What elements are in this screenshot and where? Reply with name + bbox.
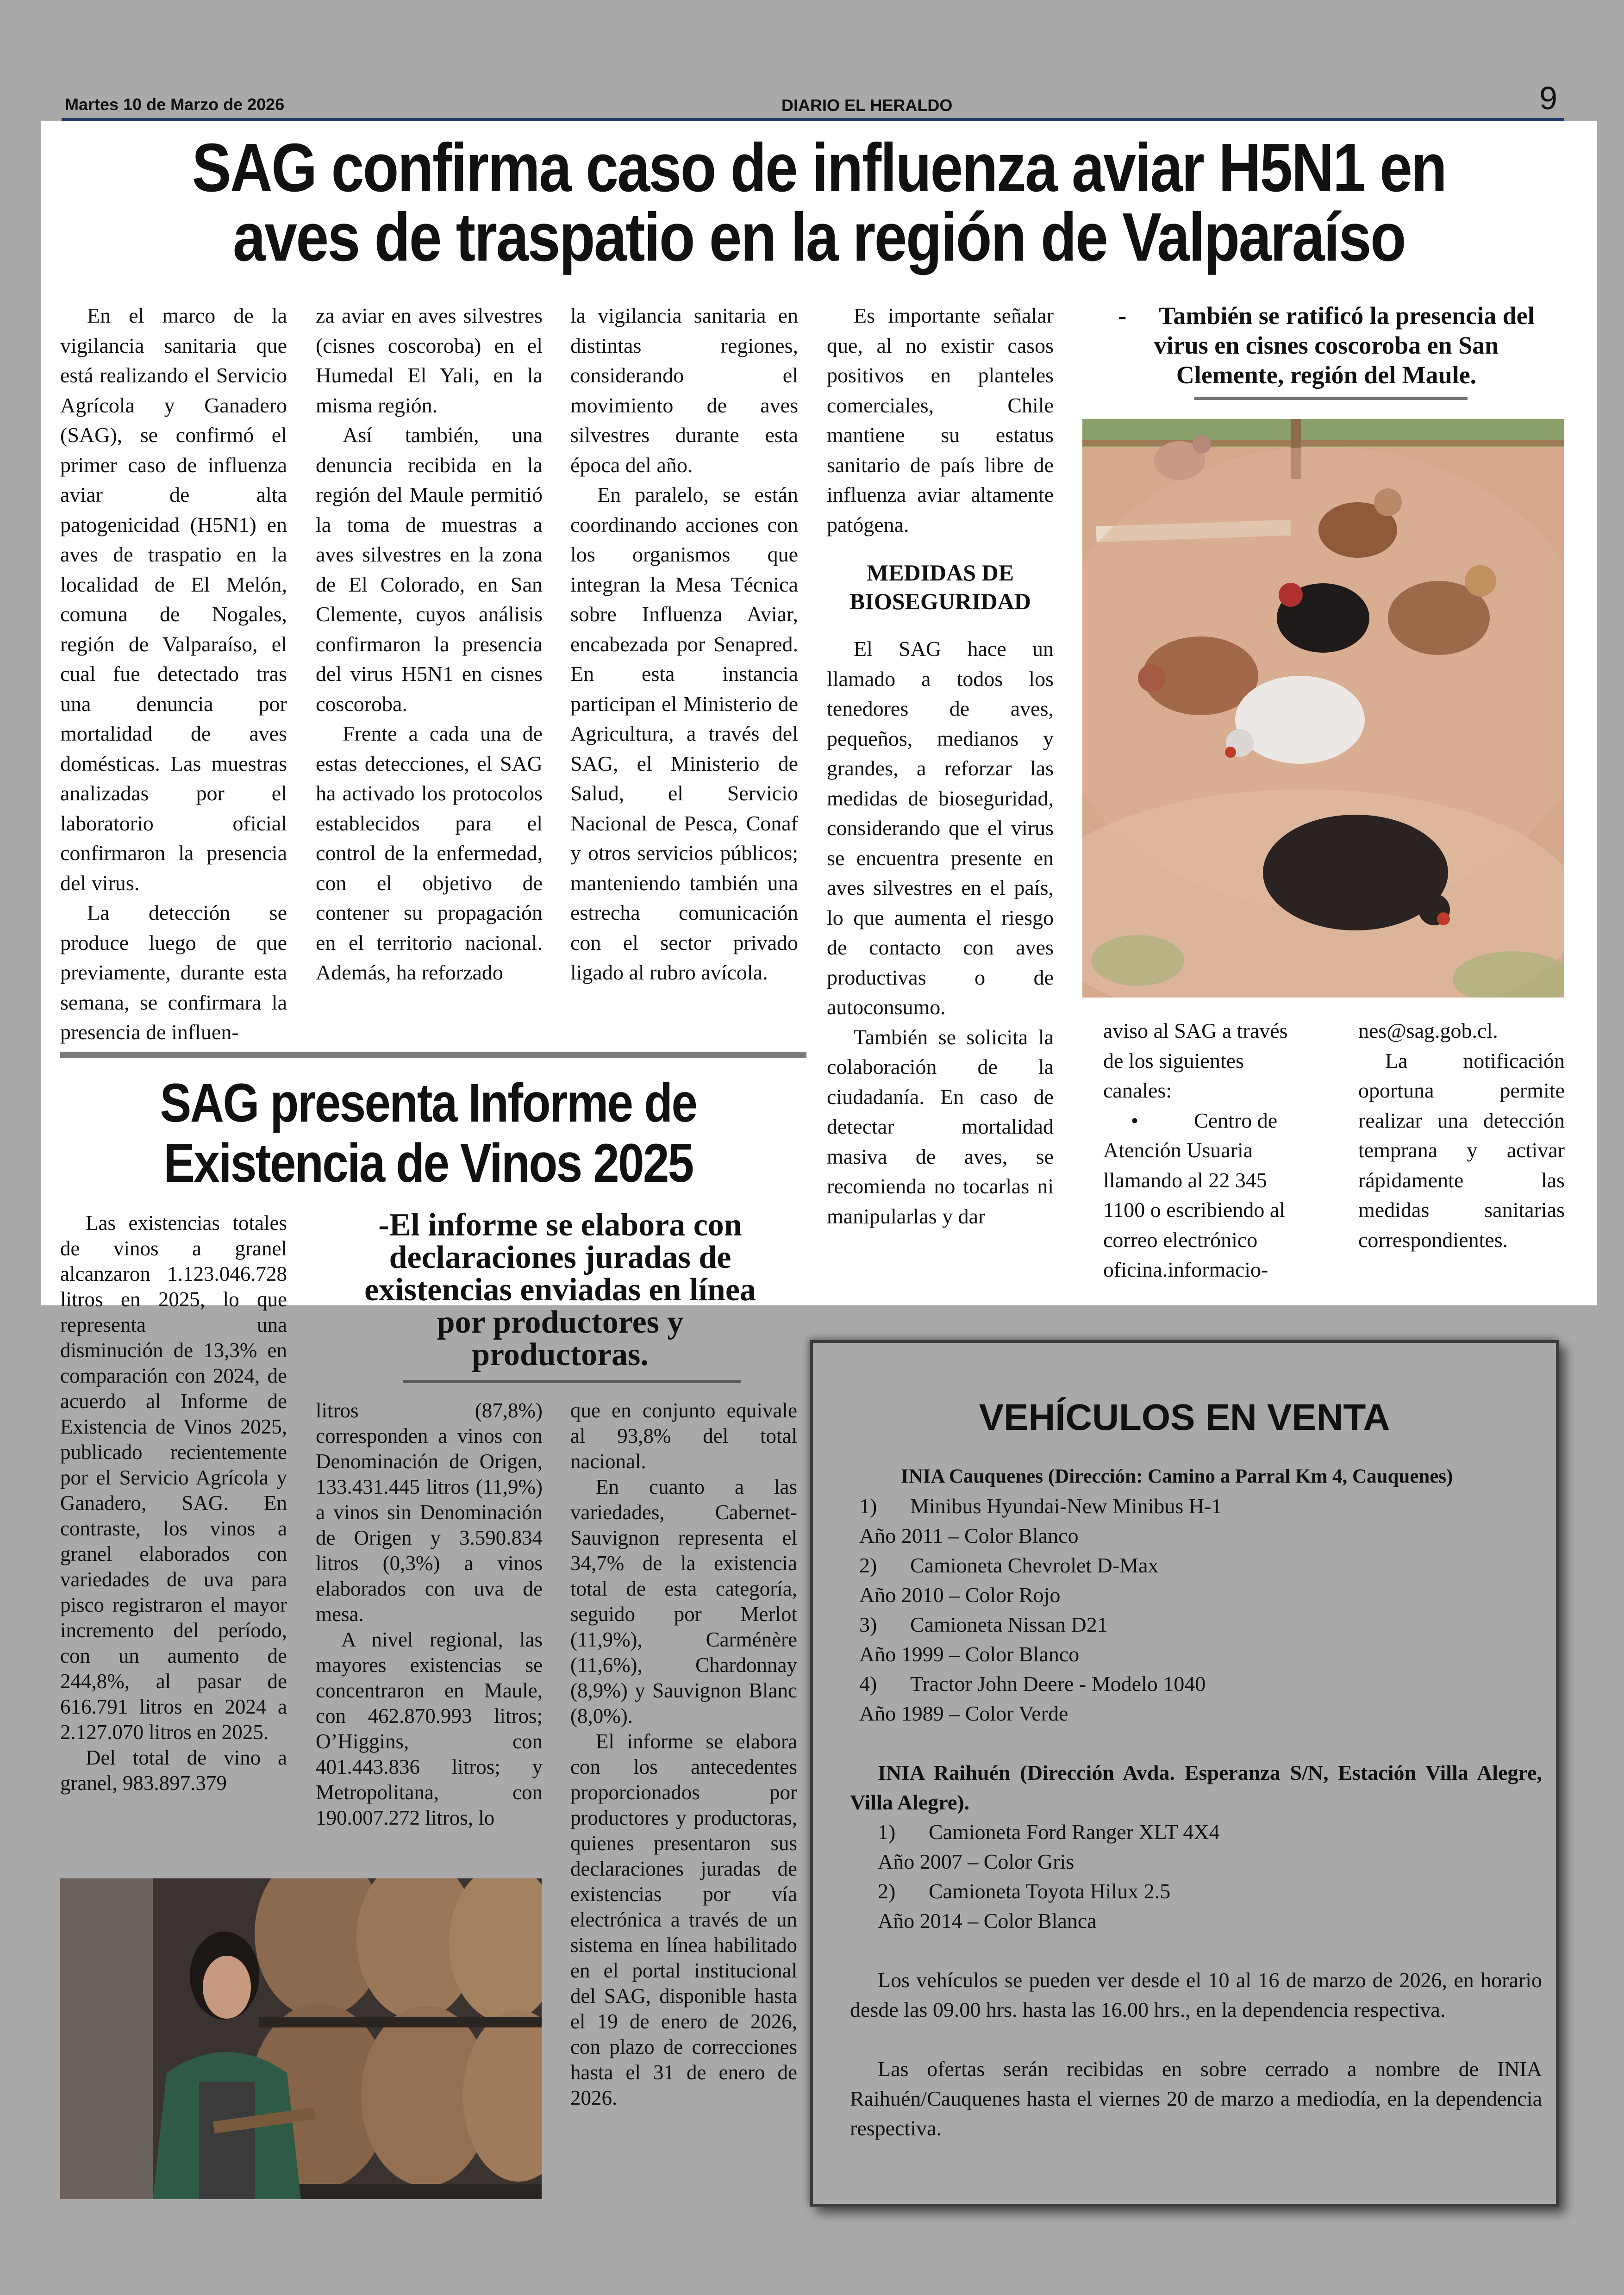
wine-cellar-photo (60, 1878, 542, 2199)
channel-text: Centro de Atención Usuaria llamando al 22 345 1100 o escribiendo al correo electrónico oficina.informacio- (1103, 1108, 1286, 1281)
ad-body (850, 1462, 1542, 2143)
headline-line-2: aves de traspatio en la región de Valparaíso (232, 199, 1405, 275)
bird-flu-col-2 (316, 301, 543, 988)
vehicle-detail: Año 2011 – Color Blanco (859, 1524, 1079, 1547)
maule-highlight (1097, 301, 1555, 390)
paragraph: En paralelo, se están coordinando acciones con los organismos que integran la Mesa Técnica sobre Influenza Aviar, encabezada por Senapred. En esta instancia participan el Ministerio de Agricultura, a través del SAG, el Ministerio de Salud, el Servicio Nacional de Pesca, Conaf y otros servicios públicos; manteniendo también una estrecha comunicación con el sector privado ligado al rubro avícola. (570, 483, 798, 984)
paragraph: En el marco de la vigilancia sanitaria que está realizando el Servicio Agrícola y Ganadero (SAG), se confirmó el primer caso de influenza aviar de alta patogenicidad (H5N1) en aves de traspatio en la localidad de El Melón, comuna de Nogales, región de Valparaíso, el cual fue detectado tras una denuncia por mortalidad de aves domésticas. Las muestras analizadas por el laboratorio oficial confirmaron la presencia del virus. (60, 304, 287, 895)
paragraph: El SAG hace un llamado a todos los tenedores de aves, pequeños, medianos y grandes, a reforzar las medidas de bioseguridad, considerando que el virus se encuentra presente en aves silvestres en el país, lo que aumenta el riesgo de contacto con aves productivas o de autoconsumo. (827, 637, 1054, 1019)
vehicle-name: Camioneta Toyota Hilux 2.5 (929, 1879, 1171, 1903)
highlight-rule (403, 1380, 741, 1383)
page-number: 9 (1539, 80, 1557, 116)
biosecurity-subhead: MEDIDAS DE BIOSEGURIDAD (849, 560, 1031, 614)
vehicle-detail: Año 2010 – Color Rojo (859, 1583, 1061, 1607)
wine-col-1 (60, 1210, 287, 1796)
paragraph: La notificación oportuna permite realizar una detección temprana y activar rápidamente las medidas sanitarias correspondientes. (1358, 1048, 1565, 1252)
paragraph: aviso al SAG a través de los siguientes canales: (1103, 1019, 1288, 1102)
bird-flu-headline (150, 130, 1488, 275)
paragraph: El informe se elabora con los antecedentes proporcionados por productores y productoras, quienes presentaron sus declaraciones juradas de existencias por vía electrónica a través de un sistema en línea habilitado en el portal institucional del SAG, disponible hasta el 19 de enero de 2026, con plazo de correcciones hasta el 31 de enero de 2026. (570, 1730, 797, 2109)
highlight-rule (1194, 397, 1468, 400)
item-number: 3) (859, 1613, 877, 1636)
ad-section-cauquenes: INIA Cauquenes (Dirección: Camino a Parral Km 4, Cauquenes) (901, 1466, 1453, 1487)
paragraph: nes@sag.gob.cl. (1358, 1019, 1498, 1042)
highlight-text: También se ratificó la presencia del virus en cisnes coscoroba en San Clemente, región del Maule. (1154, 302, 1535, 389)
issue-date: Martes 10 de Marzo de 2026 (65, 95, 285, 114)
chickens-photo (1082, 419, 1564, 998)
paragraph: la vigilancia sanitaria en distintas regiones, considerando el movimiento de aves silvestres durante esta época del año. (570, 304, 798, 477)
vehicle-item (850, 1669, 1542, 1699)
vehicle-item (850, 1877, 1542, 1906)
wine-report-highlight: -El informe se elabora con declaraciones juradas de existencias enviadas en línea por productores y productoras. (364, 1207, 756, 1372)
article-separator (60, 1052, 806, 1058)
item-number: 1) (878, 1820, 896, 1844)
paragraph: A nivel regional, las mayores existencias se concentraron en Maule, con 462.870.993 litros; O’Higgins, con 401.443.836 litros; y Metropolitana, con 190.007.272 litros, lo (316, 1628, 543, 1829)
wine-col-2 (316, 1398, 543, 1831)
vehicle-sale-ad (810, 1340, 1559, 2207)
paragraph: Es importante señalar que, al no existir casos positivos en planteles comerciales, Chile mantiene su estatus sanitario de país libre de influenza aviar altamente patógena. (827, 304, 1054, 536)
wine-report-headline (112, 1073, 744, 1193)
bird-flu-col-1 (60, 301, 287, 1048)
paragraph: que en conjunto equivale al 93,8% del total nacional. (570, 1399, 797, 1473)
bird-flu-col-3 (570, 301, 798, 988)
vehicle-detail: Año 2007 – Color Gris (878, 1850, 1074, 1873)
paragraph: La detección se produce luego de que previamente, durante esta semana, se confirmara la presencia de influen- (60, 901, 287, 1044)
ad-viewing-note: Los vehículos se pueden ver desde el 10 al 16 de marzo de 2026, en horario desde las 09.00 hrs. hasta las 16.00 hrs., en la dependencia respectiva. (850, 1968, 1542, 2021)
contact-channel-item (1103, 1106, 1309, 1285)
item-number: 4) (859, 1672, 877, 1696)
highlight-dash: - (1118, 302, 1127, 330)
paragraph: Del total de vino a granel, 983.897.379 (60, 1746, 287, 1795)
vehicle-name: Tractor John Deere - Modelo 1040 (910, 1672, 1206, 1696)
ad-title: VEHÍCULOS EN VENTA (979, 1397, 1390, 1438)
wine-cellar-image (60, 1878, 542, 2199)
headline-line-1: SAG confirma caso de influenza aviar H5N1 en (192, 130, 1446, 206)
vehicle-detail: Año 1999 – Color Blanco (859, 1642, 1080, 1666)
ad-offers-note: Las ofertas serán recibidas en sobre cerrado a nombre de INIA Raihuén/Cauquenes hasta el viernes 20 de marzo a mediodía, en la dependencia respectiva. (850, 2057, 1542, 2140)
vehicle-item (850, 1551, 1542, 1580)
item-number: 1) (859, 1494, 877, 1518)
item-number: 2) (878, 1879, 896, 1903)
vehicle-name: Camioneta Nissan D21 (910, 1613, 1108, 1636)
bird-flu-col-4 (827, 301, 1054, 1231)
headline-line-2: Existencia de Vinos 2025 (163, 1133, 693, 1194)
item-number: 2) (859, 1553, 877, 1577)
newspaper-name: DIARIO EL HERALDO (781, 96, 953, 115)
paragraph: Las existencias totales de vinos a granel alcanzaron 1.123.046.728 litros en 2025, lo que representa una disminución de 13,3% en comparación con 2024, de acuerdo al Informe de Existencia de Vinos 2025, publicado recientemente por el Servicio Agrícola y Ganadero, SAG. En contraste, los vinos a granel elaborados con variedades de uva para pisco registraron el mayor incremento del período, con un aumento de 244,8%, al pasar de 616.791 litros en 2024 a 2.127.070 litros en 2025. (60, 1211, 287, 1744)
paragraph: También se solicita la colaboración de la ciudadanía. En caso de detectar mortalidad masiva de aves, se recomienda no tocarlas ni manipularlas y dar (827, 1025, 1054, 1228)
bullet: • (1131, 1108, 1139, 1132)
vehicle-name: Camioneta Ford Ranger XLT 4X4 (929, 1820, 1220, 1844)
paragraph: litros (87,8%) corresponden a vinos con Denominación de Origen, 133.431.445 litros (11,9%) a vinos sin Denominación de Origen y 3.590.834 litros (0,3%) a vinos elaborados con uva de mesa. (316, 1399, 543, 1626)
paragraph: Así también, una denuncia recibida en la región del Maule permitió la toma de muestras a aves silvestres en la zona de El Colorado, en San Clemente, cuyos análisis confirmaron la presencia del virus H5N1 en cisnes coscoroba. (316, 423, 543, 716)
ad-section-raihuen: INIA Raihuén (Dirección Avda. Esperanza S/N, Estación Villa Alegre, Villa Alegre). (850, 1761, 1542, 1814)
headline-line-1: SAG presenta Informe de (160, 1073, 697, 1134)
vehicle-item (850, 1491, 1542, 1521)
vehicle-name: Camioneta Chevrolet D-Max (910, 1553, 1159, 1577)
paragraph: En cuanto a las variedades, Cabernet-Sauvignon representa el 34,7% de la existencia total de esta categoría, seguido por Merlot (11,9%), Carménère (11,6%), Chardonnay (8,9%) y Sauvignon Blanc (8,0%). (570, 1475, 797, 1727)
vehicle-item (850, 1817, 1542, 1847)
vehicle-item (850, 1610, 1542, 1640)
chickens-image (1082, 419, 1564, 998)
wine-col-3 (570, 1398, 797, 2111)
vehicle-detail: Año 2014 – Color Blanca (878, 1909, 1097, 1933)
bird-flu-col-5 (1103, 1016, 1309, 1285)
vehicle-name: Minibus Hyundai-New Minibus H-1 (910, 1494, 1222, 1518)
bird-flu-col-6 (1358, 1016, 1565, 1255)
vehicle-detail: Año 1989 – Color Verde (859, 1702, 1068, 1725)
paragraph: Frente a cada una de estas detecciones, el SAG ha activado los protocolos establecidos para el control de la enfermedad, con el objetivo de contener su propagación en el territorio nacional. Además, ha reforzado (316, 722, 543, 984)
paragraph: za aviar en aves silvestres (cisnes coscoroba) en el Humedal El Yali, en la misma región. (316, 304, 543, 417)
